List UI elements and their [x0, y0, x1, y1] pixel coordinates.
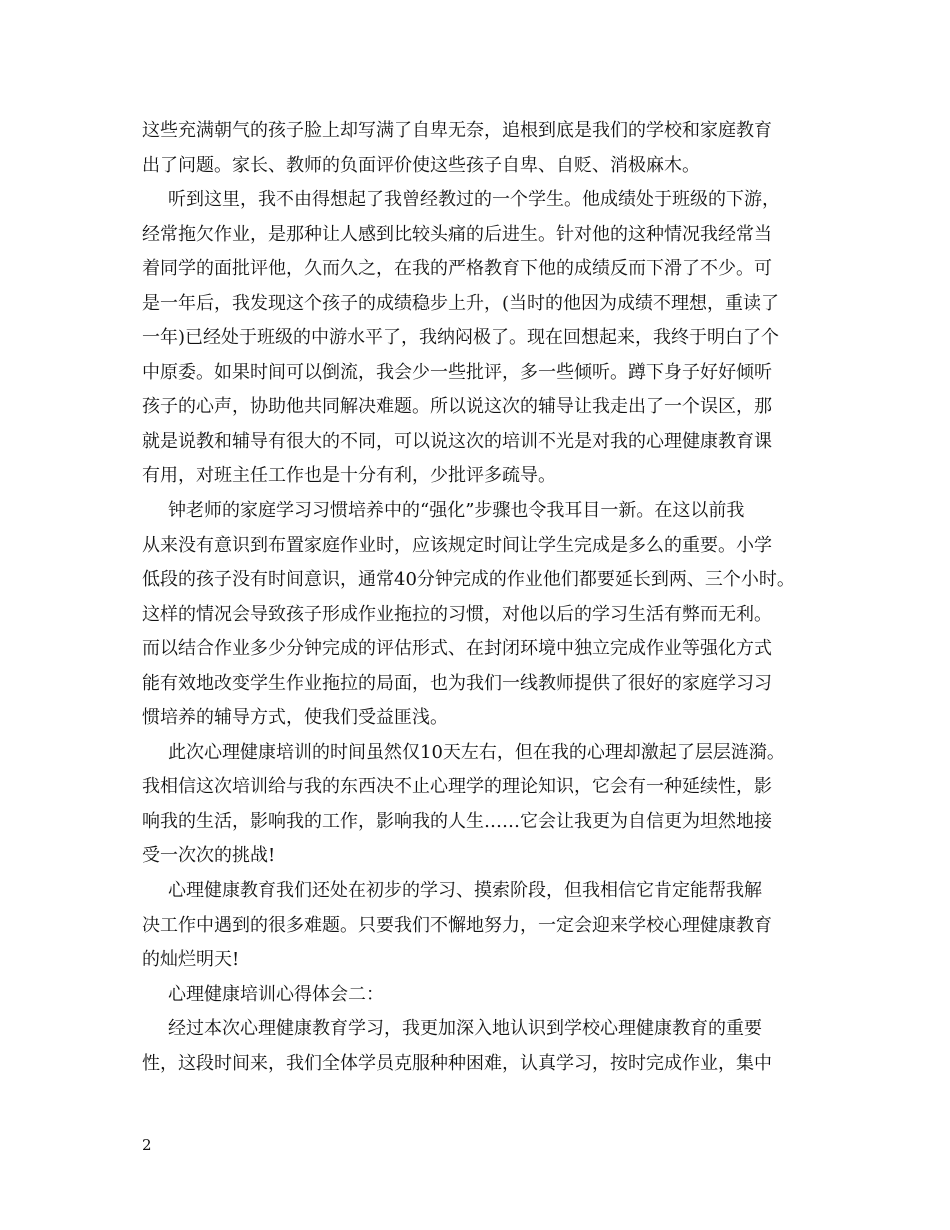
text-line: 钟老师的家庭学习习惯培养中的“强化”步骤也令我耳目一新。在这以前我	[168, 500, 745, 522]
text-line: 决工作中遇到的很多难题。只要我们不懈地努力，一定会迎来学校心理健康教育	[142, 914, 772, 936]
text-line: 经常拖欠作业，是那种让人感到比较头痛的后进生。针对他的这种情况我经常当	[142, 223, 772, 245]
text-line: 是一年后，我发现这个孩子的成绩稳步上升，(当时的他因为成绩不理想，重读了	[142, 292, 780, 314]
body-text	[142, 114, 817, 1081]
text-line: 受一次次的挑战!	[142, 845, 276, 867]
text-line: 心理健康教育我们还处在初步的学习、摸索阶段，但我相信它肯定能帮我解	[168, 880, 762, 902]
text-line: 能有效地改变学生作业拖拉的局面，也为我们一线教师提供了很好的家庭学习习	[142, 672, 772, 694]
text-line: 经过本次心理健康教育学习，我更加深入地认识到学校心理健康教育的重要	[168, 1018, 762, 1040]
text-line: 着同学的面批评他，久而久之，在我的严格教育下他的成绩反而下滑了不少。可	[142, 258, 772, 280]
text-line: 中原委。如果时间可以倒流，我会少一些批评，多一些倾听。蹲下身子好好倾听	[142, 361, 772, 383]
text-line: 这样的情况会导致孩子形成作业拖拉的习惯，对他以后的学习生活有弊而无利。	[142, 603, 772, 625]
page-number: 2	[142, 1136, 152, 1154]
text-line: 性，这段时间来，我们全体学员克服种种困难，认真学习，按时完成作业，集中	[142, 1052, 772, 1074]
text-line: 一年)已经处于班级的中游水平了，我纳闷极了。现在回想起来，我终于明白了个	[142, 327, 780, 349]
text-line: 惯培养的辅导方式，使我们受益匪浅。	[142, 707, 448, 729]
text-line: 就是说教和辅导有很大的不同，可以说这次的培训不光是对我的心理健康教育课	[142, 430, 772, 452]
text-line: 孩子的心声，协助他共同解决难题。所以说这次的辅导让我走出了一个误区，那	[142, 396, 772, 418]
text-line: 此次心理健康培训的时间虽然仅10天左右，但在我的心理却激起了层层涟漪。	[168, 741, 785, 763]
text-line: 这些充满朝气的孩子脸上却写满了自卑无奈，追根到底是我们的学校和家庭教育	[142, 120, 772, 141]
text-line: 听到这里，我不由得想起了我曾经教过的一个学生。他成绩处于班级的下游，	[168, 189, 780, 211]
text-line: 我相信这次培训给与我的东西决不止心理学的理论知识，它会有一种延续性，影	[142, 776, 772, 798]
text-line: 低段的孩子没有时间意识，通常40分钟完成的作业他们都要延长到两、三个小时。	[142, 569, 795, 591]
text-line: 而以结合作业多少分钟完成的评估形式、在封闭环境中独立完成作业等强化方式	[142, 638, 772, 660]
text-line: 出了问题。家长、教师的负面评价使这些孩子自卑、自贬、消极麻木。	[142, 154, 700, 176]
text-line: 响我的生活，影响我的工作，影响我的人生……它会让我更为自信更为坦然地接	[142, 810, 772, 832]
text-line: 的灿烂明天!	[142, 949, 240, 971]
text-line: 从来没有意识到布置家庭作业时，应该规定时间让学生完成是多么的重要。小学	[142, 534, 772, 556]
section-heading: 心理健康培训心得体会二：	[168, 983, 384, 1005]
text-line: 有用，对班主任工作也是十分有利，少批评多疏导。	[142, 465, 556, 487]
